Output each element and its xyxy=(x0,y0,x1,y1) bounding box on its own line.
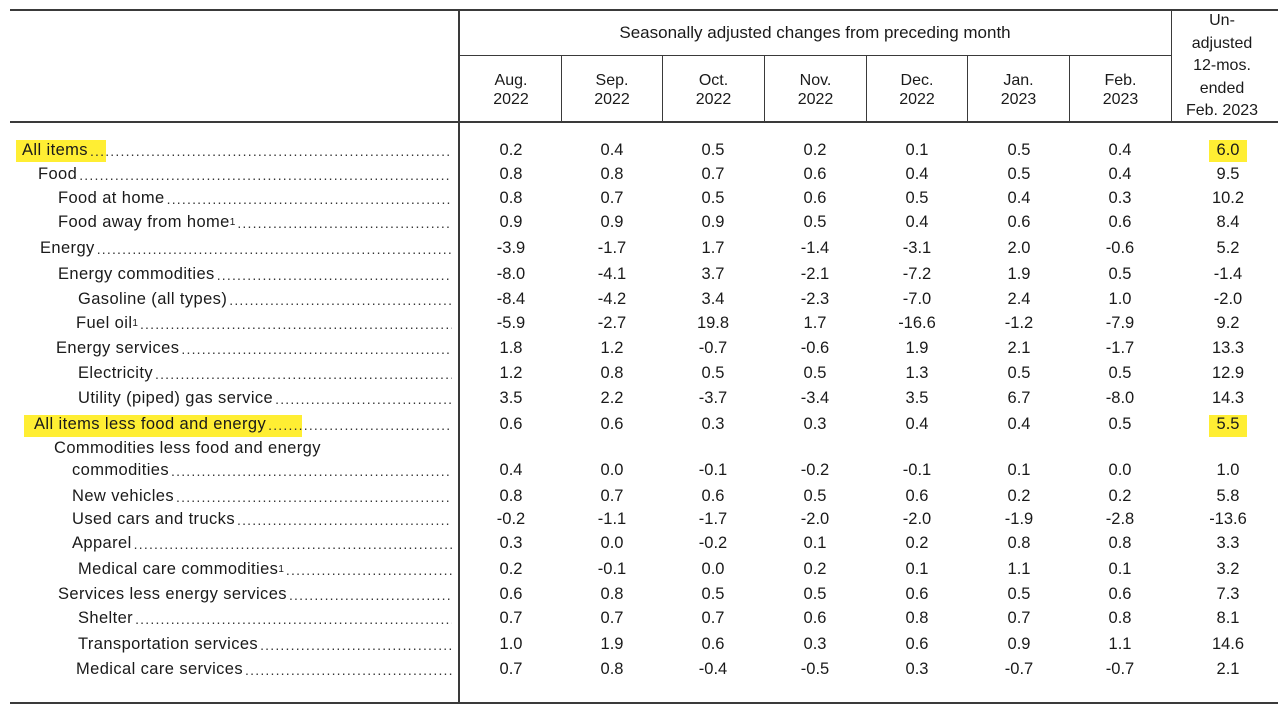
group-header: Seasonally adjusted changes from preceding month xyxy=(619,23,1011,42)
value-cell: 0.5 xyxy=(905,189,929,207)
header-col-month: Oct. xyxy=(698,72,729,89)
value-cell: 0.2 xyxy=(803,560,827,578)
value-cell: 0.4 xyxy=(905,165,929,183)
value-12-month: -2.0 xyxy=(1213,290,1243,308)
value-cell: 0.5 xyxy=(1108,265,1132,283)
bottom-border xyxy=(10,702,1278,704)
header-col-2 xyxy=(562,58,662,122)
value-cell: -1.9 xyxy=(1004,510,1034,528)
row-label-text: Energy services xyxy=(56,339,180,357)
table-row xyxy=(0,484,1288,509)
value-cell: 1.2 xyxy=(499,364,523,382)
value-cell: 0.2 xyxy=(1007,487,1031,505)
value-cell: 2.4 xyxy=(1007,290,1031,308)
dot-leader xyxy=(286,562,452,578)
value-cell: 0.8 xyxy=(1108,609,1132,627)
value-cell: -2.0 xyxy=(800,510,830,528)
row-label xyxy=(78,287,452,312)
value-cell: 0.5 xyxy=(1007,165,1031,183)
value-12-month: 13.3 xyxy=(1211,339,1245,357)
value-cell: 0.3 xyxy=(499,534,523,552)
value-cell: 0.6 xyxy=(803,165,827,183)
table-row xyxy=(0,412,1288,437)
row-label xyxy=(72,484,452,509)
dot-leader xyxy=(176,489,452,505)
table-row xyxy=(0,531,1288,556)
row-label xyxy=(58,582,452,607)
value-cell: -1.4 xyxy=(800,239,830,257)
footnote-marker: 1 xyxy=(229,217,236,228)
value-cell: -0.4 xyxy=(698,660,728,678)
value-cell: -0.2 xyxy=(698,534,728,552)
row-label xyxy=(78,361,452,386)
row-label-text: Electricity xyxy=(78,364,153,382)
value-cell: 0.7 xyxy=(1007,609,1031,627)
value-cell: 0.0 xyxy=(600,534,624,552)
value-cell: -2.8 xyxy=(1105,510,1135,528)
row-label-text: Food away from home xyxy=(58,213,230,231)
value-cell: 0.7 xyxy=(701,165,725,183)
value-cell: 0.2 xyxy=(499,141,523,159)
table-row xyxy=(0,236,1288,261)
value-12-month: 5.2 xyxy=(1216,239,1240,257)
value-cell: 1.0 xyxy=(499,635,523,653)
header-col-year: 2022 xyxy=(493,91,529,108)
value-12-month: 8.4 xyxy=(1216,213,1240,231)
dot-leader xyxy=(275,391,452,407)
value-cell: -8.0 xyxy=(1105,389,1135,407)
value-cell: 3.5 xyxy=(905,389,929,407)
value-cell: 0.4 xyxy=(499,461,523,479)
dot-leader xyxy=(237,215,452,231)
value-cell: 0.5 xyxy=(1007,364,1031,382)
value-cell: 2.2 xyxy=(600,389,624,407)
value-cell: 0.8 xyxy=(600,660,624,678)
value-cell: -7.0 xyxy=(902,290,932,308)
header-col-month: Aug. xyxy=(494,72,528,89)
dot-leader xyxy=(229,292,452,308)
row-label xyxy=(78,386,452,411)
table-row xyxy=(0,162,1288,187)
value-cell: -5.9 xyxy=(496,314,526,332)
value-12-month: 5.8 xyxy=(1216,487,1240,505)
value-cell: 0.5 xyxy=(1108,364,1132,382)
table-row xyxy=(0,632,1288,657)
row-label xyxy=(76,657,452,682)
header-col-month: Sep. xyxy=(595,72,629,89)
value-cell: 0.6 xyxy=(701,635,725,653)
dot-leader xyxy=(155,366,452,382)
value-cell: 0.8 xyxy=(600,585,624,603)
header-col-year: 2022 xyxy=(899,91,935,108)
header-unadjusted-line4: ended xyxy=(1199,79,1245,97)
header-col-month: Nov. xyxy=(799,72,832,89)
value-cell: 1.8 xyxy=(499,339,523,357)
dot-leader xyxy=(217,267,452,283)
value-cell: 0.7 xyxy=(600,189,624,207)
header-col-7 xyxy=(1070,58,1171,122)
row-label-text: Fuel oil xyxy=(76,314,133,332)
value-cell: -0.7 xyxy=(1105,660,1135,678)
row-label xyxy=(22,138,452,163)
header-col-year: 2022 xyxy=(797,91,834,108)
value-cell: -4.1 xyxy=(597,265,627,283)
value-12-month: 9.5 xyxy=(1216,165,1240,183)
row-label-text: Medical care services xyxy=(76,660,244,678)
header-col-year: 2023 xyxy=(1102,91,1139,108)
table-row xyxy=(0,606,1288,631)
value-cell: -1.2 xyxy=(1004,314,1034,332)
header-col-5 xyxy=(867,58,967,122)
value-cell: -7.9 xyxy=(1105,314,1135,332)
header-unadjusted-line5: Feb. 2023 xyxy=(1185,102,1259,119)
value-cell: 0.5 xyxy=(701,189,725,207)
row-label xyxy=(34,412,452,437)
value-cell: 0.7 xyxy=(499,660,523,678)
dot-leader xyxy=(260,637,452,653)
row-label xyxy=(72,531,452,556)
row-label-text: Commodities less food and energy xyxy=(54,439,321,457)
dot-leader xyxy=(97,241,452,257)
header-col-month: Dec. xyxy=(900,72,934,89)
table-row xyxy=(0,287,1288,312)
header-col-4 xyxy=(765,58,866,122)
value-cell: 0.4 xyxy=(600,141,624,159)
value-cell: 0.7 xyxy=(600,609,624,627)
row-label-text: Medical care commodities xyxy=(78,560,279,578)
row-label-text: Shelter xyxy=(78,609,134,627)
value-cell: 0.1 xyxy=(905,560,929,578)
value-cell: 0.8 xyxy=(499,189,523,207)
value-cell: 0.3 xyxy=(1108,189,1132,207)
value-cell: -3.4 xyxy=(800,389,830,407)
dot-leader xyxy=(79,167,452,183)
table-row xyxy=(0,386,1288,411)
value-cell: -0.1 xyxy=(597,560,627,578)
value-cell: -8.4 xyxy=(496,290,526,308)
value-cell: 0.6 xyxy=(1108,213,1132,231)
value-cell: -1.7 xyxy=(698,510,728,528)
table-row xyxy=(0,210,1288,235)
table-row xyxy=(0,557,1288,582)
value-cell: 0.6 xyxy=(803,609,827,627)
value-cell: -1.1 xyxy=(597,510,627,528)
value-cell: 0.2 xyxy=(803,141,827,159)
value-cell: 3.4 xyxy=(701,290,725,308)
row-label xyxy=(78,557,452,582)
row-label-text: Utility (piped) gas service xyxy=(78,389,274,407)
value-cell: 0.4 xyxy=(1108,165,1132,183)
row-label-text: Apparel xyxy=(72,534,132,552)
table-row xyxy=(0,582,1288,607)
value-cell: 1.9 xyxy=(600,635,624,653)
value-cell: 0.4 xyxy=(1007,189,1031,207)
value-12-month: 9.2 xyxy=(1216,314,1240,332)
row-label xyxy=(40,236,452,261)
value-cell: 1.9 xyxy=(1007,265,1031,283)
value-cell: -2.1 xyxy=(800,265,830,283)
value-cell: 0.6 xyxy=(803,189,827,207)
value-cell: 0.6 xyxy=(905,585,929,603)
value-12-month: 3.3 xyxy=(1216,534,1240,552)
value-12-month: 8.1 xyxy=(1216,609,1240,627)
value-cell: -16.6 xyxy=(898,314,936,332)
value-cell: -8.0 xyxy=(496,265,526,283)
value-cell: 0.1 xyxy=(803,534,827,552)
table-row xyxy=(0,507,1288,532)
dot-leader xyxy=(268,417,452,433)
value-cell: 0.9 xyxy=(701,213,725,231)
header-unadjusted-line3: 12-mos. xyxy=(1193,57,1251,74)
value-cell: -0.1 xyxy=(902,461,932,479)
value-cell: 0.9 xyxy=(600,213,624,231)
value-cell: 3.5 xyxy=(499,389,523,407)
value-cell: -4.2 xyxy=(597,290,627,308)
row-label-text: All items less food and energy xyxy=(34,415,267,433)
dot-leader xyxy=(90,143,452,159)
row-label-text: New vehicles xyxy=(72,487,175,505)
value-cell: 0.6 xyxy=(499,415,523,433)
value-cell: 0.7 xyxy=(499,609,523,627)
value-cell: -3.1 xyxy=(902,239,932,257)
header-unadjusted xyxy=(1172,12,1272,120)
header-col-year: 2022 xyxy=(594,91,630,108)
value-cell: 1.2 xyxy=(600,339,624,357)
value-cell: 0.8 xyxy=(499,487,523,505)
table-row xyxy=(0,262,1288,287)
value-cell: 0.0 xyxy=(600,461,624,479)
value-cell: 0.4 xyxy=(905,213,929,231)
value-cell: 0.3 xyxy=(701,415,725,433)
value-cell: 0.7 xyxy=(600,487,624,505)
value-cell: 0.8 xyxy=(1007,534,1031,552)
row-label-text: Energy commodities xyxy=(58,265,215,283)
value-cell: 0.5 xyxy=(1007,141,1031,159)
row-label-text: Used cars and trucks xyxy=(72,510,235,528)
value-12-month: 5.5 xyxy=(1216,415,1240,433)
row-label-text: Services less energy services xyxy=(58,585,287,603)
header-col-3 xyxy=(663,58,764,122)
value-cell: 0.5 xyxy=(803,487,827,505)
value-12-month: 14.3 xyxy=(1211,389,1245,407)
value-cell: -0.6 xyxy=(800,339,830,357)
value-cell: -0.7 xyxy=(698,339,728,357)
value-cell: 0.1 xyxy=(1108,560,1132,578)
row-label-text: Gasoline (all types) xyxy=(78,290,228,308)
value-cell: 0.6 xyxy=(701,487,725,505)
value-cell: -1.7 xyxy=(1105,339,1135,357)
dot-leader xyxy=(245,662,452,678)
value-cell: 0.6 xyxy=(499,585,523,603)
value-cell: 0.5 xyxy=(701,364,725,382)
value-cell: 0.8 xyxy=(1108,534,1132,552)
header-col-month: Jan. xyxy=(1003,72,1034,89)
value-cell: 0.0 xyxy=(1108,461,1132,479)
value-cell: 0.4 xyxy=(1108,141,1132,159)
table-row xyxy=(0,186,1288,211)
value-12-month: 10.2 xyxy=(1211,189,1245,207)
dot-leader xyxy=(237,512,452,528)
row-label-text: Energy xyxy=(40,239,95,257)
row-label xyxy=(38,162,452,187)
value-cell: 0.2 xyxy=(905,534,929,552)
value-cell: 2.1 xyxy=(1007,339,1031,357)
value-cell: 19.8 xyxy=(696,314,730,332)
value-cell: 0.0 xyxy=(701,560,725,578)
value-cell: 0.7 xyxy=(701,609,725,627)
dot-leader xyxy=(167,191,452,207)
dot-leader xyxy=(289,587,452,603)
row-label xyxy=(56,336,452,361)
value-cell: -2.7 xyxy=(597,314,627,332)
row-label xyxy=(78,606,452,631)
value-cell: 0.3 xyxy=(803,415,827,433)
row-label-text: Transportation services xyxy=(78,635,259,653)
value-12-month: 1.0 xyxy=(1216,461,1240,479)
value-cell: 0.4 xyxy=(1007,415,1031,433)
table-row xyxy=(0,336,1288,361)
footnote-marker: 1 xyxy=(278,564,284,575)
value-12-month: 7.3 xyxy=(1216,585,1240,603)
value-cell: 2.0 xyxy=(1007,239,1031,257)
footnote-marker: 1 xyxy=(132,318,138,329)
value-12-month: 14.6 xyxy=(1211,635,1245,653)
value-cell: 0.8 xyxy=(600,364,624,382)
value-cell: 0.6 xyxy=(905,487,929,505)
value-cell: 0.2 xyxy=(499,560,523,578)
row-label-text: commodities xyxy=(72,461,170,479)
value-cell: 0.1 xyxy=(905,141,929,159)
table-row xyxy=(0,458,1288,483)
value-cell: 0.5 xyxy=(803,213,827,231)
table-row xyxy=(0,361,1288,386)
value-cell: 1.9 xyxy=(905,339,929,357)
row-label xyxy=(72,458,452,483)
value-cell: 0.8 xyxy=(600,165,624,183)
table-row xyxy=(0,311,1288,336)
value-cell: 0.4 xyxy=(905,415,929,433)
value-cell: 1.0 xyxy=(1108,290,1132,308)
value-cell: -0.1 xyxy=(698,461,728,479)
header-col-year: 2022 xyxy=(695,91,732,108)
value-cell: 1.7 xyxy=(701,239,725,257)
value-12-month: 6.0 xyxy=(1216,141,1240,159)
value-cell: 0.5 xyxy=(701,585,725,603)
table-row xyxy=(0,657,1288,682)
value-cell: 0.6 xyxy=(905,635,929,653)
value-12-month: 2.1 xyxy=(1216,660,1240,678)
value-cell: 0.6 xyxy=(1007,213,1031,231)
row-label xyxy=(78,632,452,657)
value-12-month: -13.6 xyxy=(1209,510,1247,528)
value-cell: -1.7 xyxy=(597,239,627,257)
row-label xyxy=(58,210,452,235)
value-cell: -3.7 xyxy=(698,389,728,407)
row-label-text: All items xyxy=(22,141,88,159)
value-cell: -0.7 xyxy=(1004,660,1034,678)
value-12-month: -1.4 xyxy=(1213,265,1243,283)
dot-leader xyxy=(135,611,452,627)
header-col-year: 2023 xyxy=(1000,91,1037,108)
value-cell: 3.7 xyxy=(701,265,725,283)
value-cell: -0.6 xyxy=(1105,239,1135,257)
value-cell: 0.5 xyxy=(1007,585,1031,603)
value-cell: 0.9 xyxy=(499,213,523,231)
row-label xyxy=(58,262,452,287)
value-cell: -0.2 xyxy=(496,510,526,528)
dot-leader xyxy=(134,536,452,552)
value-cell: 0.3 xyxy=(803,635,827,653)
value-12-month: 3.2 xyxy=(1216,560,1240,578)
value-cell: 1.1 xyxy=(1007,560,1031,578)
value-cell: 1.3 xyxy=(905,364,929,382)
value-cell: 0.8 xyxy=(499,165,523,183)
value-cell: 0.5 xyxy=(701,141,725,159)
row-label-text: Food xyxy=(38,165,78,183)
value-cell: -0.2 xyxy=(800,461,830,479)
value-cell: 0.6 xyxy=(600,415,624,433)
value-cell: -7.2 xyxy=(902,265,932,283)
header-unadjusted-line1: Un- xyxy=(1209,12,1235,29)
value-cell: 0.5 xyxy=(803,585,827,603)
value-cell: 0.2 xyxy=(1108,487,1132,505)
row-label xyxy=(76,311,452,336)
row-label xyxy=(58,186,452,211)
value-cell: 1.1 xyxy=(1108,635,1132,653)
value-cell: -2.0 xyxy=(902,510,932,528)
dot-leader xyxy=(181,341,452,357)
value-cell: 0.5 xyxy=(803,364,827,382)
header-col-month: Feb. xyxy=(1104,72,1137,89)
value-cell: -2.3 xyxy=(800,290,830,308)
dot-leader xyxy=(140,316,452,332)
value-cell: 1.7 xyxy=(803,314,827,332)
value-cell: 0.8 xyxy=(905,609,929,627)
header-unadjusted-line2: adjusted xyxy=(1191,34,1253,52)
value-12-month: 12.9 xyxy=(1211,364,1245,382)
value-cell: 0.3 xyxy=(905,660,929,678)
header-col-1 xyxy=(461,58,561,122)
value-cell: 6.7 xyxy=(1007,389,1031,407)
value-cell: -3.9 xyxy=(496,239,526,257)
value-cell: 0.1 xyxy=(1007,461,1031,479)
value-cell: -0.5 xyxy=(800,660,830,678)
header-col-6 xyxy=(968,58,1069,122)
row-label-text: Food at home xyxy=(58,189,165,207)
value-cell: 0.6 xyxy=(1108,585,1132,603)
value-cell: 0.9 xyxy=(1007,635,1031,653)
dot-leader xyxy=(171,463,452,479)
row-label xyxy=(72,507,452,532)
value-cell: 0.5 xyxy=(1108,415,1132,433)
table-row xyxy=(0,138,1288,163)
